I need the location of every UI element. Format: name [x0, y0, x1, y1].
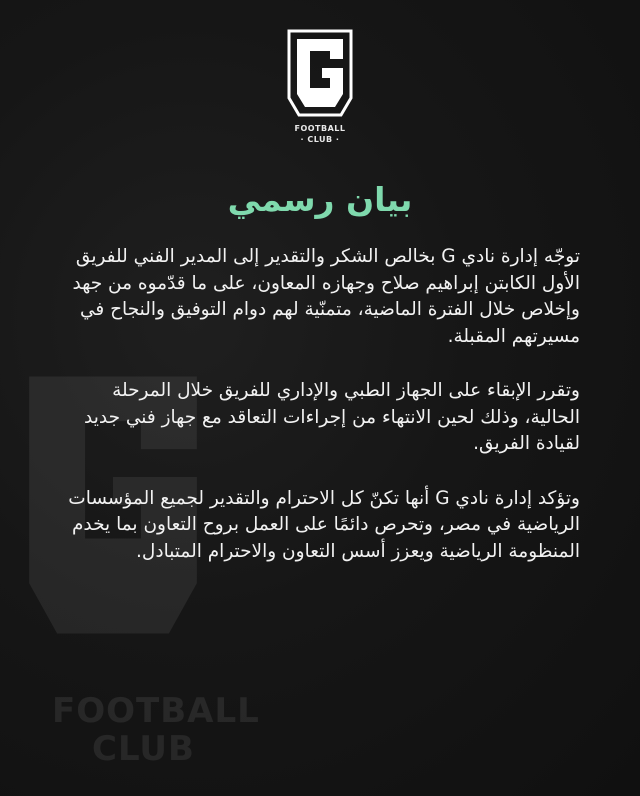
- watermark-line2: CLUB: [92, 729, 195, 769]
- statement-paragraph-1: توجّه إدارة نادي G بخالص الشكر والتقدير إلى المدير الفني للفريق الأول الكابتن إبراهيم صلاح وجهازه المعاون، على ما قدّموه من جهد وإخلاص خلال الفترة الماضية، متمنّية لهم دوام التوفيق والنجاح في مسيرتهم المقبلة.: [72, 246, 580, 347]
- logo-caption-line1: FOOTBALL: [294, 124, 346, 133]
- statement-paragraph-3: وتؤكد إدارة نادي G أنها تكنّ كل الاحترام والتقدير لجميع المؤسسات الرياضية في مصر، وتحرص دائمًا على العمل بروح التعاون بما يخدم المنظومة الرياضية ويعزز أسس التعاون والاحترام المتبادل.: [68, 487, 580, 562]
- watermark-text: [52, 692, 260, 768]
- statement-paragraph-2: وتقرر الإبقاء على الجهاز الطبي والإداري للفريق خلال المرحلة الحالية، وذلك لحين الانتهاء من إجراءات التعاقد مع جهاز فني جديد لقيادة الفريق.: [84, 380, 580, 454]
- statement-title: بيان رسمي: [227, 180, 413, 219]
- club-logo-icon: [286, 28, 354, 118]
- logo-caption: [270, 123, 370, 145]
- watermark-line1: FOOTBALL: [52, 691, 260, 731]
- statement-body: [60, 244, 580, 593]
- logo-caption-line2: · CLUB ·: [300, 135, 340, 144]
